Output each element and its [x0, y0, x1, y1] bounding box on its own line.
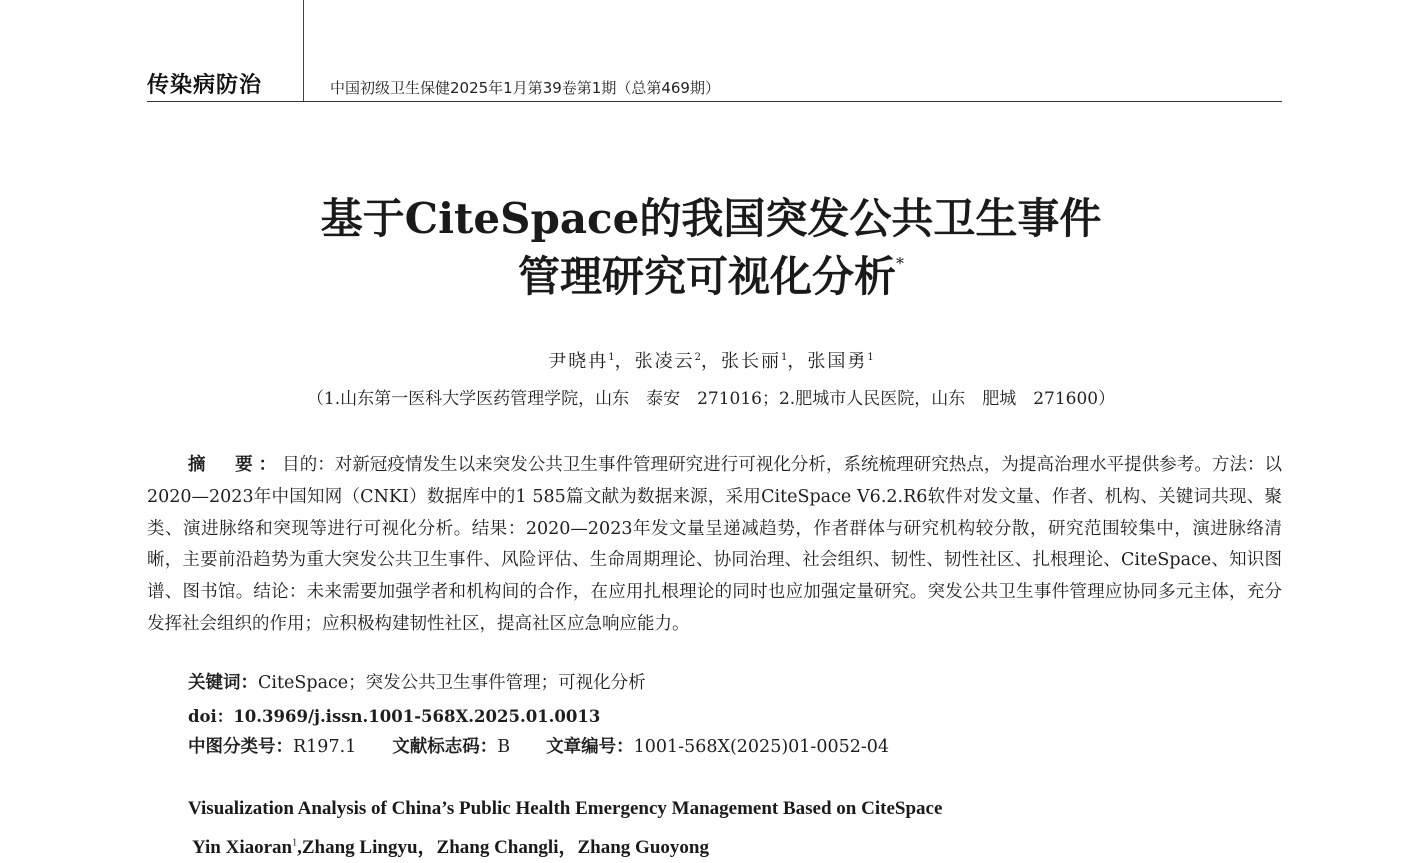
classification-line — [188, 733, 889, 758]
article-number-label: 文章编号： — [546, 737, 634, 757]
keywords-text: CiteSpace；突发公共卫生事件管理；可视化分析 — [258, 673, 646, 693]
title-footnote-mark: * — [896, 254, 904, 273]
abstract — [147, 450, 1282, 641]
page-header — [147, 0, 1282, 103]
clc-label: 中图分类号： — [188, 737, 293, 757]
journal-citation: 中国初级卫生保健2025年1月第39卷第1期（总第469期） — [330, 79, 720, 97]
author-affil-mark: 1 — [608, 352, 615, 363]
doi-label: doi： — [188, 707, 234, 726]
author-name: 张长丽 — [721, 351, 781, 372]
author-separator: ， — [701, 351, 721, 372]
abstract-text: 目的：对新冠疫情发生以来突发公共卫生事件管理研究进行可视化分析，系统梳理研究热点，为提高治理水平提供参考。方法：以2020—2023年中国知网（CNKI）数据库中的1 585篇文献为数据来源，采用CiteSpace V6.2.R6软件对发文量、作者、机构、关键词共现、聚类、演进脉络和突现等进行可视化分析。结果：2020—2023年发文量呈递减趋势，作者群体与研究机构较分散，研究范围较集中，演进脉络清晰，主要前沿趋势为重大突发公共卫生事件、风险评估、生命周期理论、协同治理、社会组织、韧性、韧性社区、扎根理论、CiteSpace、知识图谱、图书馆。结论：未来需要加强学者和机构间的合作，在应用扎根理论的同时也应加强定量研究。突发公共卫生事件管理应协同多元主体，充分发挥社会组织的作用；应积极构建韧性社区，提高社区应急响应能力。 — [147, 455, 1283, 634]
clc-value: R197.1 — [293, 737, 357, 757]
author-name: 张凌云 — [634, 351, 695, 372]
doc-code-value: B — [497, 737, 511, 757]
author-name: 尹晓冉 — [548, 351, 609, 372]
keywords-label: 关键词： — [188, 673, 258, 693]
author-affil-mark: 2 — [694, 352, 701, 363]
keywords-line — [188, 669, 646, 694]
english-authors-rest: ,Zhang Lingyu，Zhang Changli，Zhang Guoyong — [297, 837, 709, 858]
article-title-line-1: 基于CiteSpace的我国突发公共卫生事件 — [320, 194, 1102, 243]
english-author-affil-mark: 1 — [292, 837, 298, 849]
author-list — [0, 347, 1422, 373]
author-name: 张国勇 — [807, 351, 868, 372]
abstract-label: 摘 要： — [188, 455, 283, 475]
english-authors — [192, 832, 709, 859]
author-separator: ， — [787, 351, 808, 372]
doi-link[interactable]: 10.3969/j.issn.1001-568X.2025.01.0013 — [233, 707, 601, 726]
article-title-line-2 — [0, 252, 1422, 301]
article-title-text: 管理研究可视化分析 — [517, 252, 896, 301]
author-affiliations: （1.山东第一医科大学医药管理学院，山东 泰安 271016；2.肥城市人民医院，山东 肥城 271600） — [306, 389, 1116, 409]
author-affil-mark: 1 — [781, 352, 788, 363]
author-affil-mark: 1 — [867, 352, 874, 363]
header-rule — [147, 101, 1282, 102]
section-label: 传染病防治 — [147, 73, 263, 98]
author-separator: ， — [614, 351, 635, 372]
article-number-value: 1001-568X(2025)01-0052-04 — [633, 737, 890, 757]
doi-line — [188, 703, 600, 727]
english-author-first: Yin Xiaoran — [192, 837, 293, 858]
english-title: Visualization Analysis of China’s Public Health Emergency Management Based on CiteSpace — [188, 798, 943, 819]
header-divider-vertical — [303, 0, 304, 101]
doc-code-label: 文献标志码： — [392, 737, 498, 757]
